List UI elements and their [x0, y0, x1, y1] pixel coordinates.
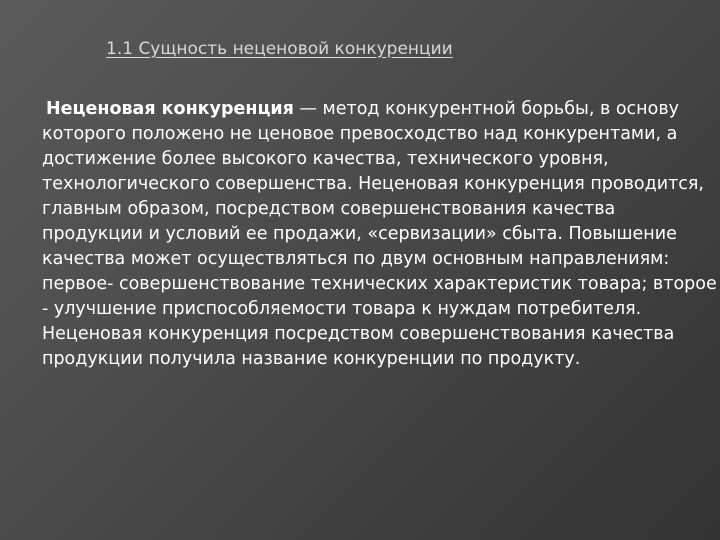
body-definition: — метод конкурентной борьбы, в основу которого положено не ценовое превосходство над конкурентами, а достижение более высокого качества, технического уровня, технологического совершенства. Неценовая конкуренция проводится, главным образом, посредством совершенствования качества продукции и условий ее продажи, «сервизации» сбыта. Повышение качества может осуществляться по двум основным направлениям: первое- совершенствование технических характеристик товара; второе - улучшение приспособляемости товара к нуждам потребителя. Неценовая конкуренция посредством совершенствования качества продукции получила название конкуренции по продукту. — [42, 99, 717, 369]
body-term: Неценовая конкуренция — [46, 99, 294, 119]
slide-body-text — [42, 97, 717, 372]
slide-title: 1.1 Сущность неценовой конкуренции — [106, 39, 453, 59]
